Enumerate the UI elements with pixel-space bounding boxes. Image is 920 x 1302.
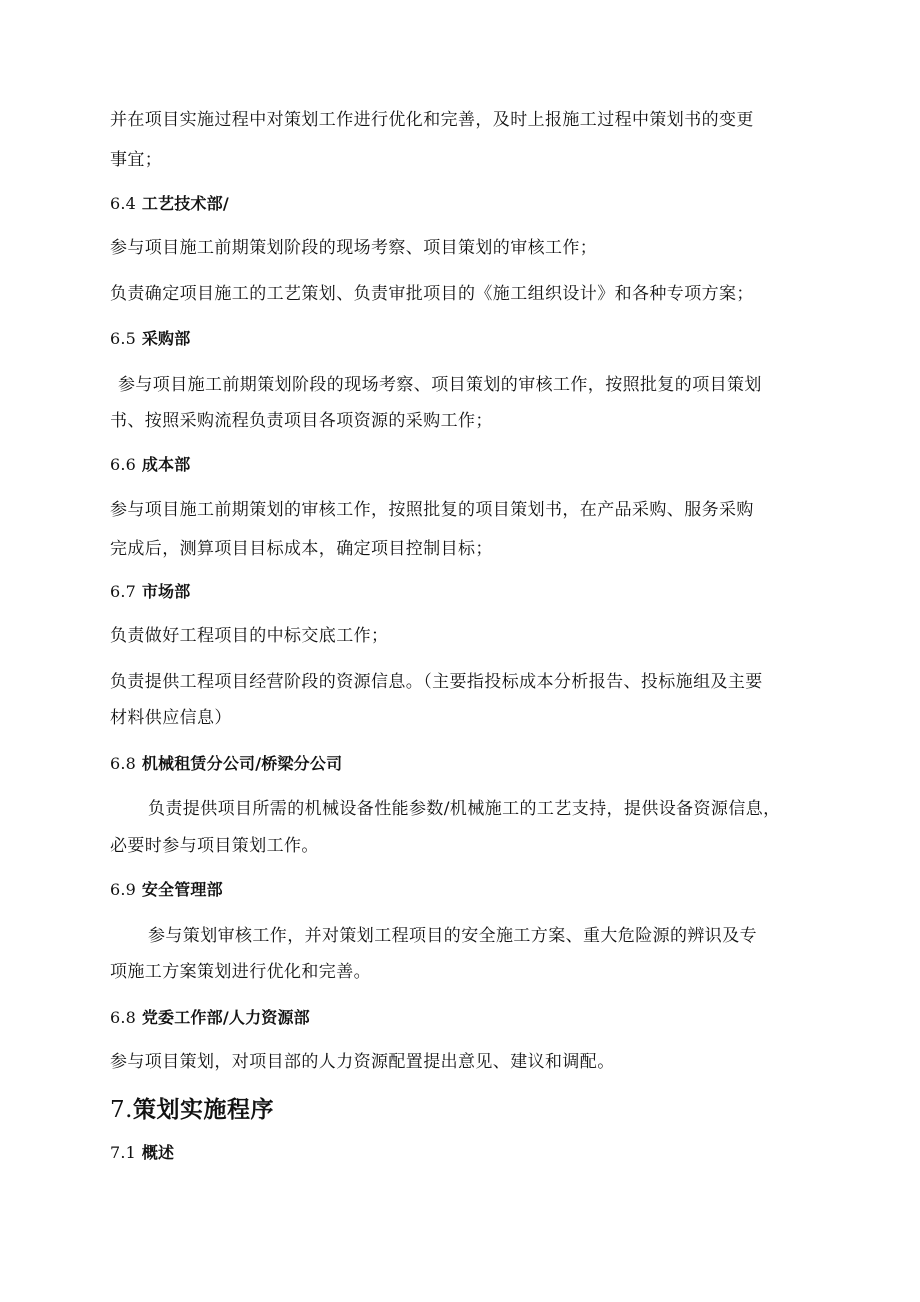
section-number: 6.8 (110, 1008, 137, 1027)
paragraph-line: 项施工方案策划进行优化和完善。 (110, 962, 371, 982)
section-title: 工艺技术部/ (141, 194, 229, 213)
paragraph-line: 参与项目施工前期策划的审核工作，按照批复的项目策划书，在产品采购、服务采购 (110, 500, 754, 520)
paragraph-line: 事宜； (110, 150, 163, 170)
section-heading-6-7 (110, 581, 190, 603)
section-heading-7-1 (110, 1142, 174, 1164)
section-heading-6-8-hr (110, 1007, 310, 1029)
paragraph-line: 并在项目实施过程中对策划工作进行优化和完善，及时上报施工过程中策划书的变更 (110, 110, 754, 130)
section-number: 6.6 (110, 455, 137, 474)
section-heading-6-6 (110, 454, 190, 476)
paragraph-line: 参与项目施工前期策划阶段的现场考察、项目策划的审核工作，按照批复的项目策划 (118, 375, 762, 395)
paragraph-line: 参与项目施工前期策划阶段的现场考察、项目策划的审核工作； (110, 238, 598, 258)
section-title: 机械租赁分公司/桥梁分公司 (141, 754, 343, 773)
paragraph-line: 参与项目策划，对项目部的人力资源配置提出意见、建议和调配。 (110, 1052, 615, 1072)
section-number: 7.1 (110, 1143, 137, 1162)
section-number: 6.5 (110, 329, 137, 348)
paragraph-line: 负责确定项目施工的工艺策划、负责审批项目的《施工组织设计》和各种专项方案； (110, 284, 754, 304)
paragraph-line: 参与策划审核工作，并对策划工程项目的安全施工方案、重大危险源的辨识及专 (148, 926, 757, 946)
paragraph-line: 材料供应信息） (110, 708, 232, 728)
paragraph-line: 书、按照采购流程负责项目各项资源的采购工作； (110, 411, 493, 431)
section-number: 6.9 (110, 880, 137, 899)
section-title: 成本部 (141, 455, 191, 474)
paragraph-line: 完成后，测算项目目标成本，确定项目控制目标； (110, 539, 493, 559)
paragraph-line: 必要时参与项目策划工作。 (110, 836, 319, 856)
section-title: 概述 (141, 1143, 175, 1162)
chapter-number: 7. (110, 1097, 133, 1123)
chapter-heading (110, 1096, 274, 1124)
section-heading-6-5 (110, 328, 190, 350)
paragraph-line: 负责提供工程项目经营阶段的资源信息。（主要指投标成本分析报告、投标施组及主要 (110, 672, 763, 692)
section-heading-6-9 (110, 879, 223, 901)
section-number: 6.7 (110, 582, 137, 601)
paragraph-line: 负责做好工程项目的中标交底工作； (110, 626, 389, 646)
section-title: 党委工作部/人力资源部 (141, 1008, 310, 1027)
section-title: 安全管理部 (141, 880, 223, 899)
paragraph-line: 负责提供项目所需的机械设备性能参数/机械施工的工艺支持，提供设备资源信息， (148, 799, 781, 819)
section-number: 6.8 (110, 754, 137, 773)
section-title: 采购部 (141, 329, 191, 348)
section-heading-6-8 (110, 753, 342, 775)
section-heading-6-4 (110, 193, 229, 215)
section-title: 市场部 (141, 582, 191, 601)
section-number: 6.4 (110, 194, 137, 213)
chapter-title: 策划实施程序 (132, 1097, 274, 1123)
